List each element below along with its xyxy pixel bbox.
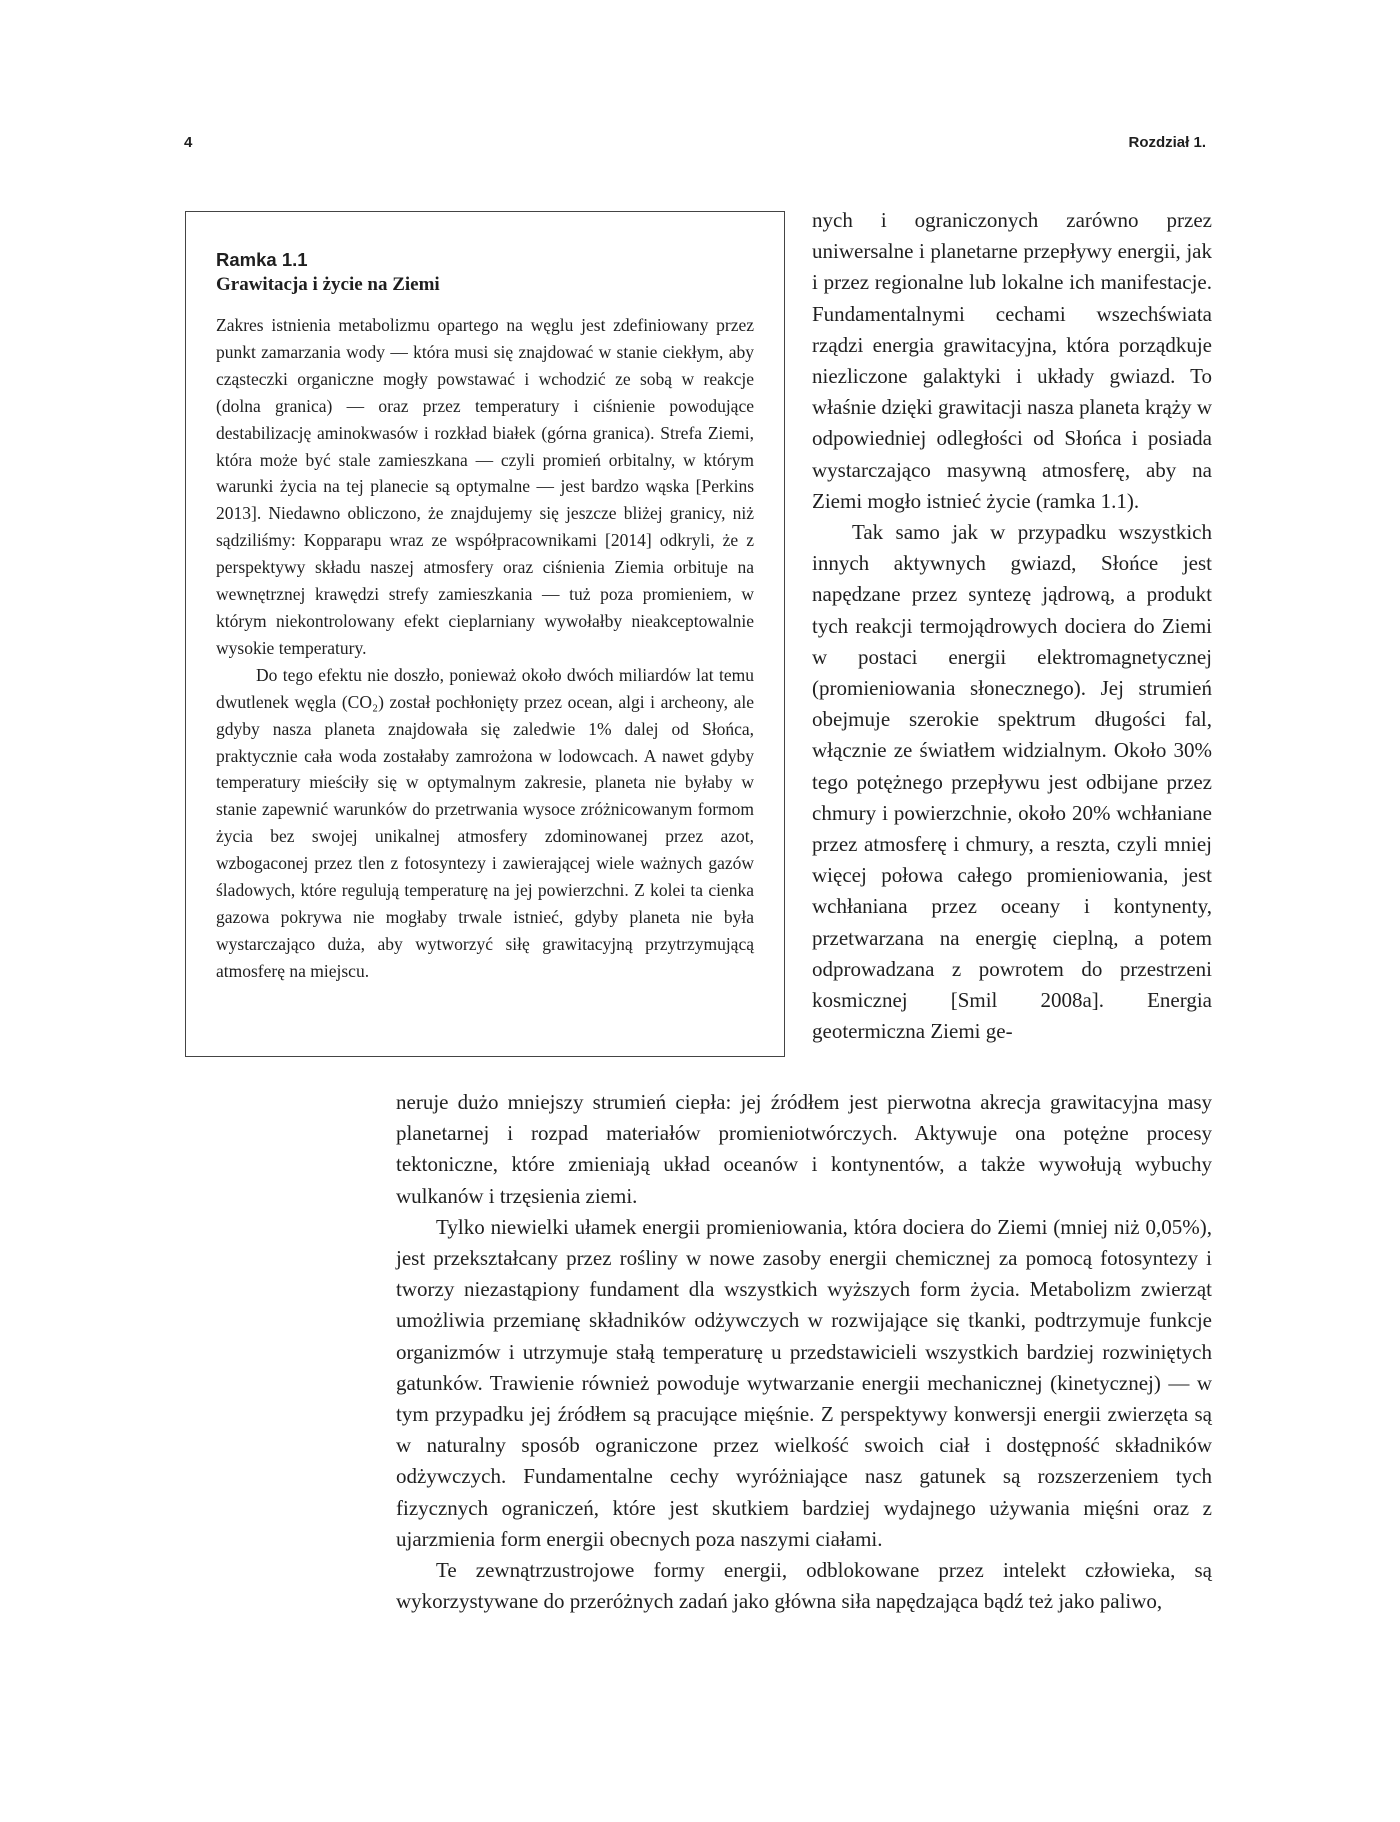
- main-text-column: [812, 205, 1212, 1047]
- box-label: Ramka 1.1: [216, 249, 308, 270]
- body-paragraph: Tylko niewielki ułamek energii promieniowania, która dociera do Ziemi (mniej niż 0,05%), jest przekształcany przez rośliny w nowe zasoby energii chemicznej za pomocą fotosyntezy i tworzy niezastąpiony fundament dla wszystkich wyższych form życia. Metabolizm zwierząt umożliwia przemianę składników odżywczych w rozwijające się tkanki, podtrzymuje funkcje organizmów i utrzymuje stałą temperaturę u przedstawicieli wszystkich bardziej rozwiniętych gatunków. Trawienie również powoduje wytwarzanie energii mechanicznej (kinetycznej) — w tym przypadku jej źródłem są pracujące mięśnie. Z perspektywy konwersji energii zwierzęta są w naturalny sposób ograniczone przez wielkość swoich ciał i dostępność składników odżywczych. Fundamentalne cechy wyróżniające nasz gatunek są rozszerzeniem tych fizycznych ograniczeń, które jest skutkiem bardziej wydajnego używania mięśni oraz z ujarzmienia form energii obecnych poza naszymi ciałami.: [396, 1214, 1212, 1551]
- main-text-full-width: [396, 1087, 1212, 1617]
- box-paragraph: Zakres istnienia metabolizmu opartego na węglu jest zdefiniowany przez punkt zamarzania wody — która musi się znajdować w stanie ciekłym, aby cząsteczki organiczne mogły powstawać i wchodzić ze sobą w reakcje (dolna granica) — oraz przez temperatury i ciśnienie powodujące destabilizację aminokwasów i rozkład białek (górna granica). Strefa Ziemi, która może być stale zamieszkana — czyli promień orbitalny, w którym warunki życia na tej planecie są optymalne — jest bardzo wąska [Perkins 2013]. Niedawno obliczono, że znajdujemy się jeszcze bliżej granicy, niż sądziliśmy: Kopparapu wraz ze współpracownikami [2014] odkryli, że z perspektywy składu naszej atmosfery oraz ciśnienia Ziemia orbituje na wewnętrznej krawędzi strefy zamieszkania — tuż poza promieniem, w którym niekontrolowany efekt cieplarniany wywołałby nieakceptowalnie wysokie temperatury.: [216, 315, 754, 658]
- page-number: 4: [184, 134, 193, 151]
- sidebar-box: [185, 211, 785, 1057]
- box-body: [216, 312, 754, 985]
- running-head: Rozdział 1.: [1128, 134, 1206, 151]
- box-paragraph: Do tego efektu nie doszło, ponieważ około dwóch miliardów lat temu dwutlenek węgla (CO₂) został pochłonięty przez ocean, algi i archeony, ale gdyby nasza planeta znajdowała się zaledwie 1% dalej od Słońca, praktycznie cała woda zostałaby zamrożona w lodowcach. A nawet gdyby temperatury mieściły się w optymalnym zakresie, planeta nie byłaby w stanie zapewnić warunków do przetrwania wysoce zróżnicowanym formom życia bez swojej unikalnej atmosfery zdominowanej przez azot, wzbogaconej przez tlen z fotosyntezy i zawierającej wiele ważnych gazów śladowych, które regulują temperaturę na jej powierzchni. Z kolei ta cienka gazowa pokrywa nie mogłaby trwale istnieć, gdyby planeta nie była wystarczająco duża, aby wytworzyć siłę grawitacyjną przytrzymującą atmosferę na miejscu.: [216, 664, 754, 981]
- body-paragraph: Te zewnątrzustrojowe formy energii, odblokowane przez intelekt człowieka, są wykorzystywane do przeróżnych zadań jako główna siła napędzająca bądź też jako paliwo,: [396, 1558, 1212, 1614]
- box-title: Grawitacja i życie na Ziemi: [216, 274, 440, 295]
- body-paragraph: nych i ograniczonych zarówno przez uniwersalne i planetarne przepływy energii, jak i przez regionalne lub lokalne ich manifestacje. Fundamentalnymi cechami wszechświata rządzi energia grawitacyjna, która porządkuje niezliczone galaktyki i układy gwiazd. To właśnie dzięki grawitacji nasza planeta krąży w odpowiedniej odległości od Słońca i posiada wystarczająco masywną atmosferę, aby na Ziemi mogło istnieć życie (ramka 1.1).: [812, 208, 1212, 513]
- body-paragraph: neruje dużo mniejszy strumień ciepła: jej źródłem jest pierwotna akrecja grawitacyjna masy planetarnej i rozpad materiałów promieniotwórczych. Aktywuje ona potężne procesy tektoniczne, które zmieniają układ oceanów i kontynentów, a także wywołują wybuchy wulkanów i trzęsienia ziemi.: [396, 1090, 1212, 1208]
- body-paragraph: Tak samo jak w przypadku wszystkich innych aktywnych gwiazd, Słońce jest napędzane przez syntezę jądrową, a produkt tych reakcji termojądrowych dociera do Ziemi w postaci energii elektromagnetycznej (promieniowania słonecznego). Jej strumień obejmuje szerokie spektrum długości fal, włącznie ze światłem widzialnym. Około 30% tego potężnego przepływu jest odbijane przez chmury i powierzchnie, około 20% wchłaniane przez atmosferę i chmury, a reszta, czyli mniej więcej połowa całego promieniowania, jest wchłaniana przez oceany i kontynenty, przetwarzana na energię cieplną, a potem odprowadzana z powrotem do przestrzeni kosmicznej [Smil 2008a]. Energia geotermiczna Ziemi ge-: [812, 520, 1212, 1044]
